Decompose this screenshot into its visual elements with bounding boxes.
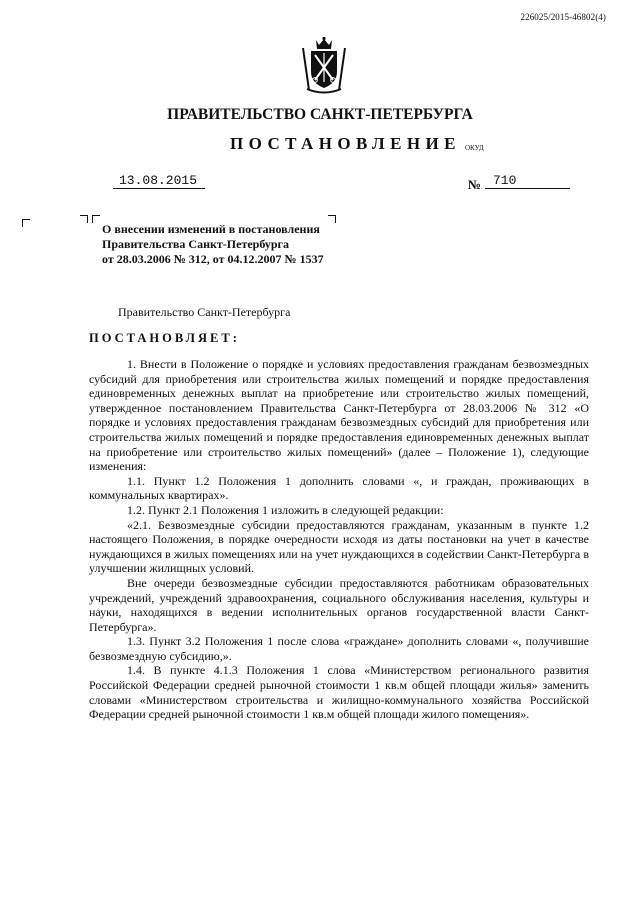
- registration-number: 226025/2015-46802(4): [520, 12, 606, 22]
- corner-mark: [80, 215, 88, 223]
- issuing-body: Правительство Санкт-Петербурга: [118, 305, 291, 319]
- corner-mark: [328, 215, 336, 223]
- document-subject: [102, 222, 324, 267]
- body-paragraph: 1.4. В пункте 4.1.3 Положения 1 слова «Министерством регионального развития Российской Федерации средней рыночной стоимости 1 кв.м общей площади жилья» заменить словами «Министерством строительства и жилищно-коммунального хозяйства Российской Федерации средней рыночной стоимости 1 кв.м общей площади жилого помещения».: [89, 663, 589, 722]
- body-paragraph: 1.2. Пункт 2.1 Положения 1 изложить в следующей редакции:: [127, 502, 444, 517]
- corner-mark: [92, 215, 100, 223]
- document-type-heading: ПОСТАНОВЛЕНИЕ: [230, 134, 461, 153]
- document-date: 13.08.2015: [113, 173, 205, 189]
- subject-line: О внесении изменений в постановления: [102, 222, 320, 236]
- government-title: ПРАВИТЕЛЬСТВО САНКТ-ПЕТЕРБУРГА: [167, 106, 473, 123]
- number-label: №: [468, 177, 482, 192]
- subject-line: от 28.03.2006 № 312, от 04.12.2007 № 1537: [102, 252, 324, 266]
- body-paragraph: Вне очереди безвозмездные субсидии предоставляются работникам образовательных учреждений, учреждений здравоохранения, социального обслуживания населения, культуры и науки, находящихся в ведении исполнительных органов государственной власти Санкт-Петербурга».: [89, 575, 589, 634]
- body-paragraph: «2.1. Безвозмездные субсидии предоставляются гражданам, указанным в пункте 1.2 настоящего Положения, в порядке очередности исходя из даты постановки на учет в качестве нуждающихся в жилых помещениях или на учет нуждающихся в содействии Санкт-Петербурга в улучшении жилищных условий.: [89, 517, 589, 576]
- body-paragraph: 1.1. Пункт 1.2 Положения 1 дополнить словами «, и граждан, проживающих в коммунальных квартирах».: [89, 473, 589, 503]
- okud-label: ОКУД: [465, 144, 484, 152]
- resolves-heading: ПОСТАНОВЛЯЕТ:: [89, 331, 240, 345]
- subject-line: Правительства Санкт-Петербурга: [102, 237, 290, 251]
- body-paragraph: 1. Внести в Положение о порядке и условиях предоставления гражданам безвозмездных субсидий для приобретения или строительства жилых помещений и порядке предоставления единовременных денежных выплат на приобретение или строительство жилых помещений, утвержденное постановлением Правительства Санкт-Петербурга от 28.03.2006 № 312 «О порядке и условиях предоставления гражданам безвозмездных субсидий для приобретения или строительства жилых помещений и порядке предоставления единовременных денежных выплат на приобретение или строительство жилых помещений» (далее – Положение 1), следующие изменения:: [89, 357, 589, 474]
- saint-petersburg-coat-of-arms-icon: [297, 36, 351, 96]
- document-number: 710: [485, 173, 570, 189]
- corner-mark: [22, 219, 30, 227]
- document-body: [89, 357, 589, 722]
- body-paragraph: 1.3. Пункт 3.2 Положения 1 после слова «граждане» дополнить словами «, получившие безвозмездную субсидию,».: [89, 634, 589, 663]
